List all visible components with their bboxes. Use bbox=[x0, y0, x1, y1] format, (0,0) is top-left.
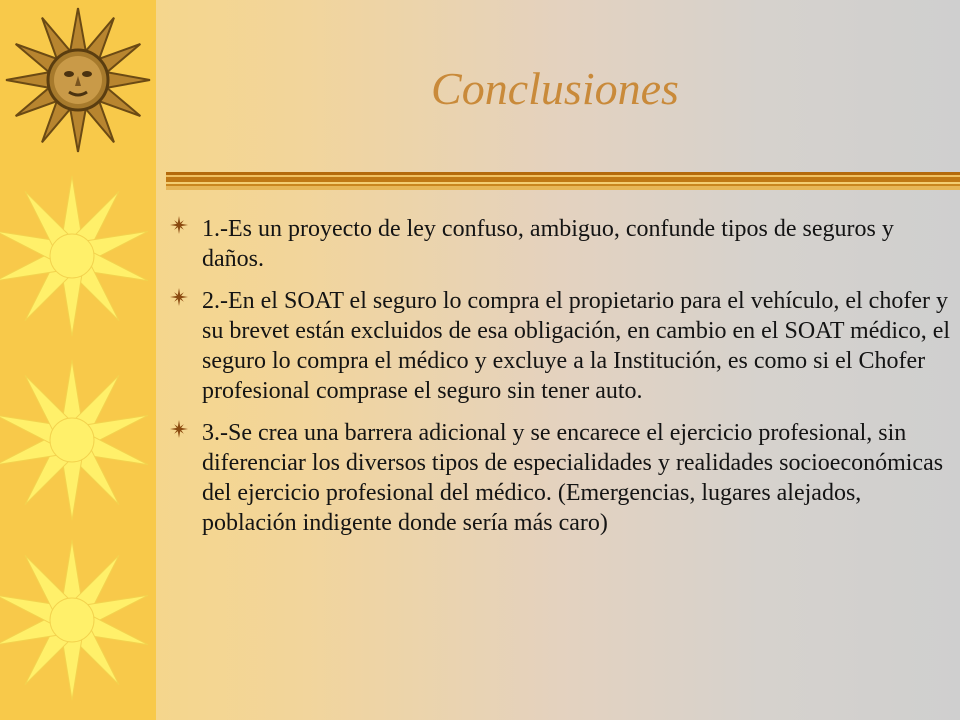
star-bullet-icon bbox=[170, 288, 188, 306]
star-bullet-icon bbox=[170, 216, 188, 234]
bullet-item bbox=[170, 214, 950, 274]
bullet-text: 3.-Se crea una barrera adicional y se encarece el ejercicio profesional, sin diferenciar los diversos tipos de especialidades y realidades socioeconómicas del ejercicio profesional del médico. (Emergencias, lugares alejados, población indigente donde sería más caro) bbox=[202, 420, 944, 536]
star-bullet-icon bbox=[170, 420, 188, 438]
sun-face-icon bbox=[2, 2, 158, 162]
bullet-text: 2.-En el SOAT el seguro lo compra el propietario para el vehículo, el chofer y su brevet están excluidos de esa obligación, en cambio en el SOAT médico, el seguro lo compra el médico y excluye a la Institución, es como si el Chofer profesional comprase el seguro sin tener auto. bbox=[202, 288, 951, 404]
slide-title: Conclusiones bbox=[431, 63, 679, 114]
sun-icon bbox=[0, 168, 150, 344]
bullet-list bbox=[170, 214, 950, 550]
sun-icon bbox=[0, 532, 150, 708]
decorative-sidebar bbox=[0, 0, 156, 720]
bullet-text: 1.-Es un proyecto de ley confuso, ambiguo, confunde tipos de seguros y daños. bbox=[202, 216, 894, 272]
title-divider bbox=[166, 172, 960, 190]
sun-icon bbox=[0, 352, 150, 528]
bullet-item bbox=[170, 418, 950, 538]
bullet-item bbox=[170, 286, 950, 406]
